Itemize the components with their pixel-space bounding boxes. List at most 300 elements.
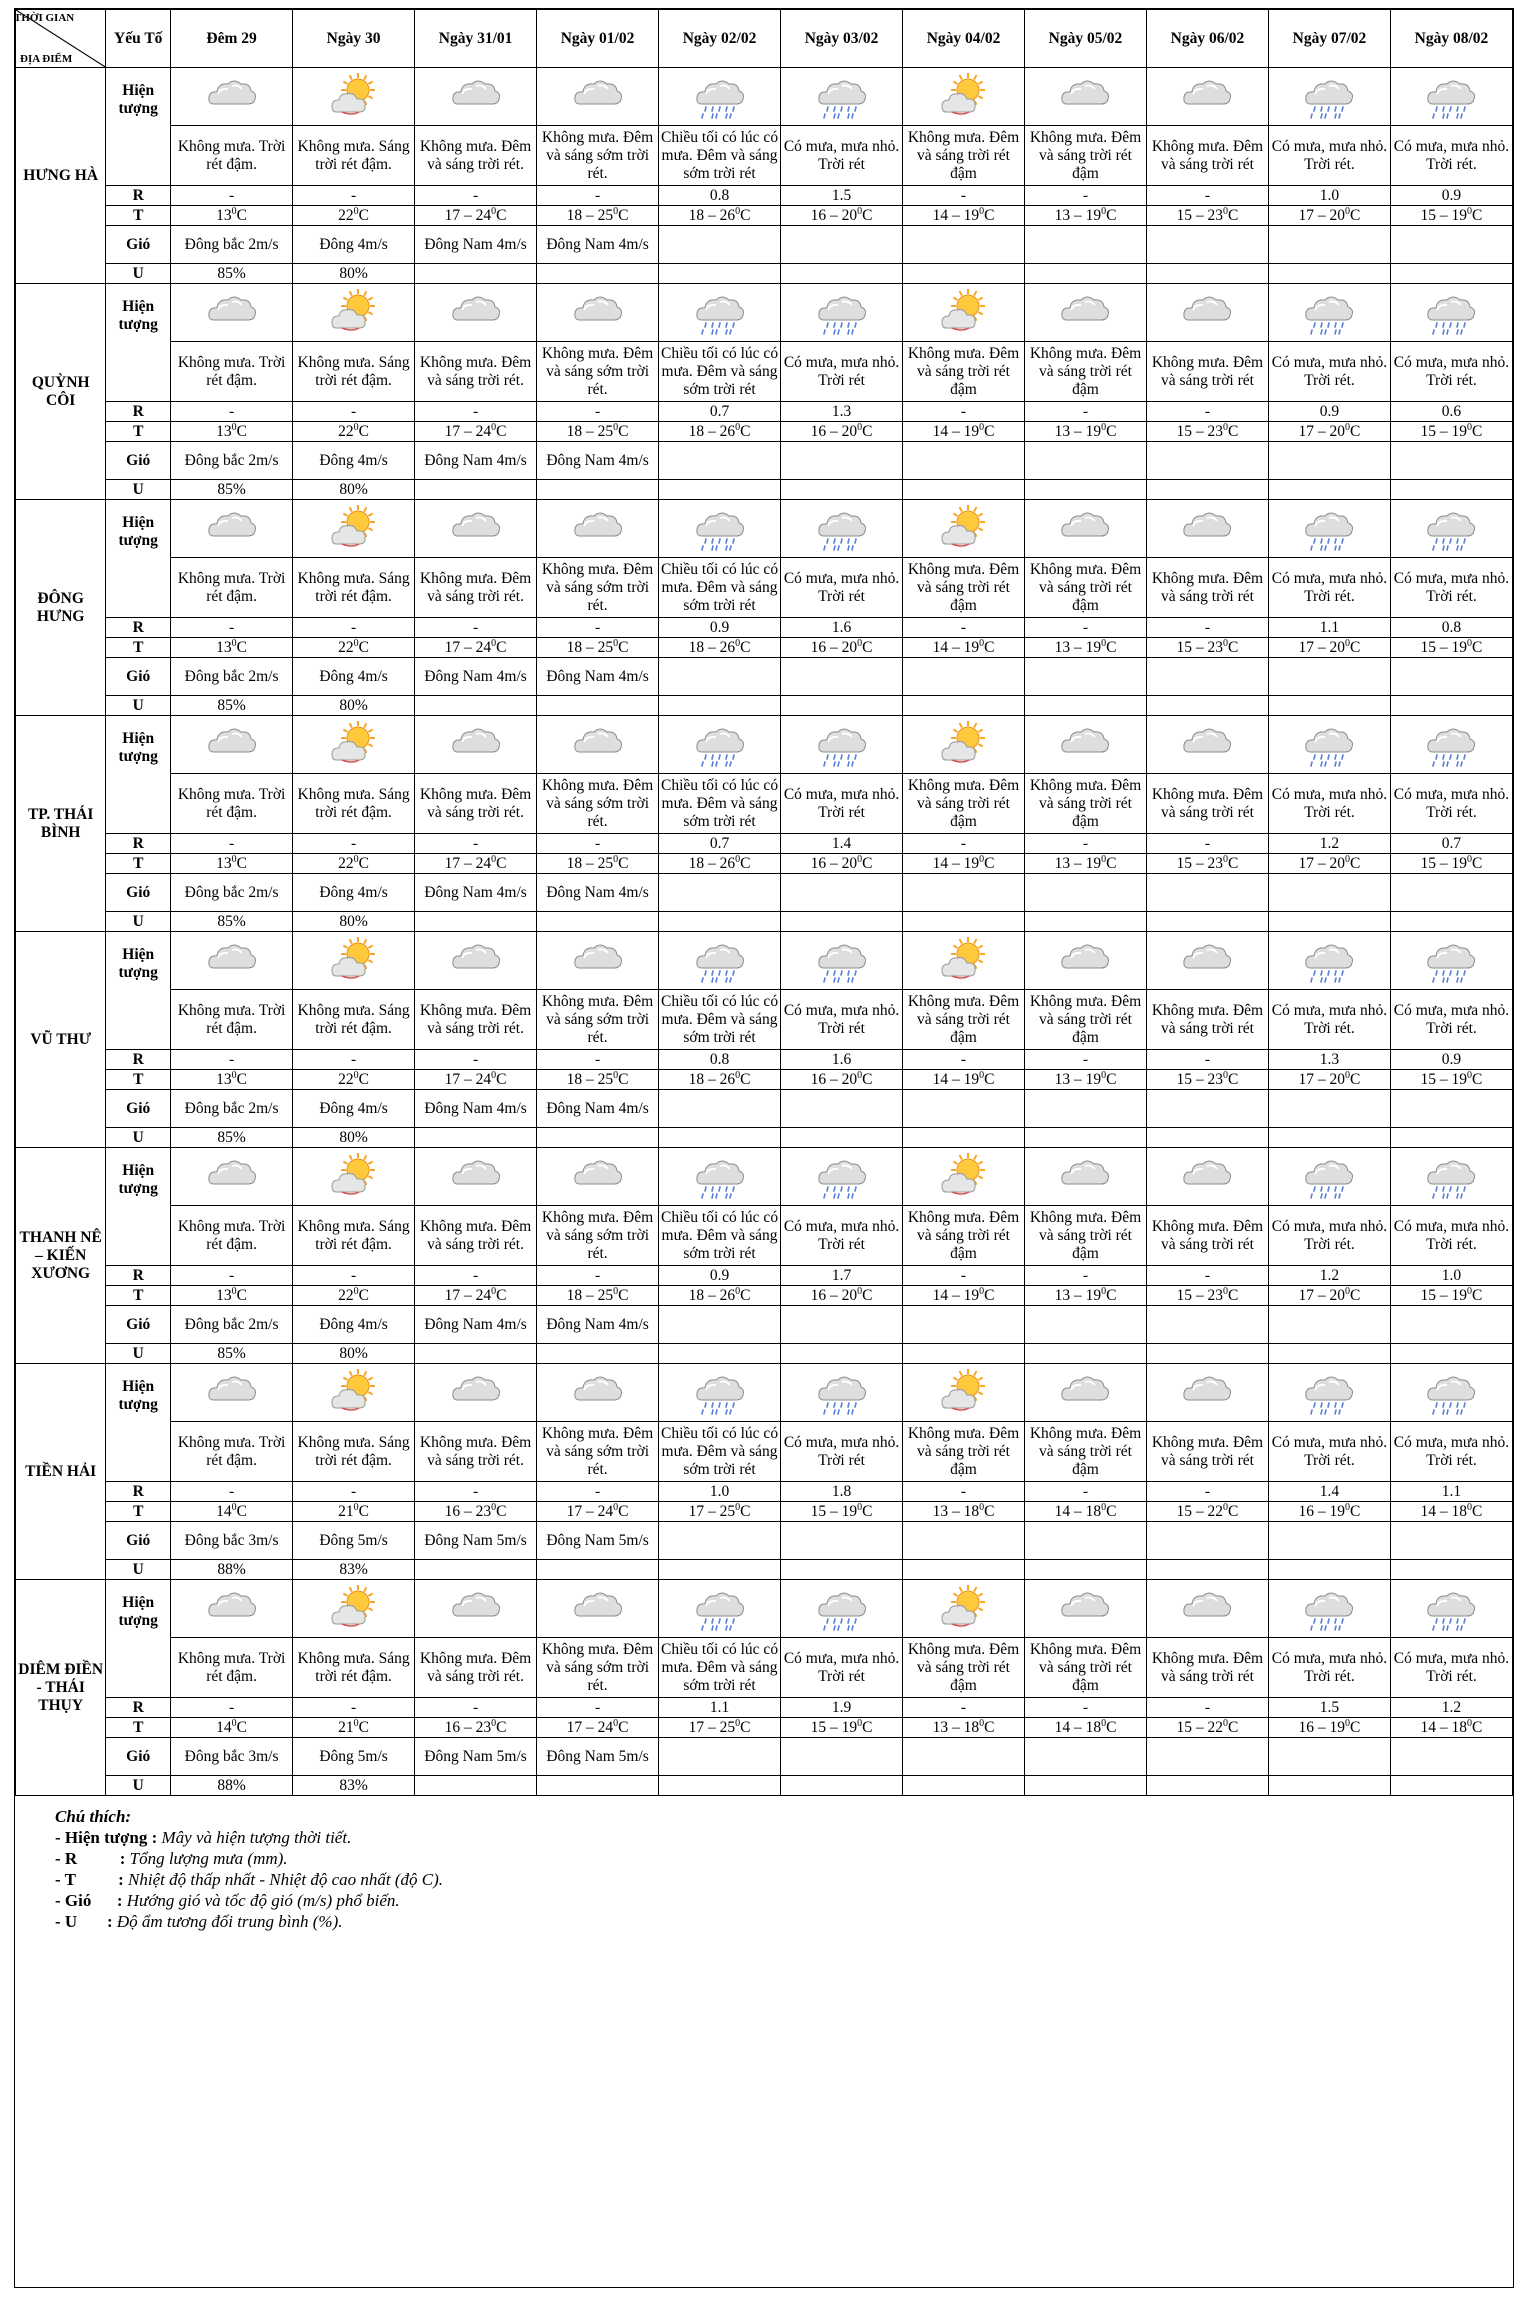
temperature-range: 14 – 18 <box>1420 1502 1468 1520</box>
temperature-range: 15 – 19 <box>810 1718 858 1736</box>
rain-cloud-icon <box>816 288 868 338</box>
phenomenon-text-row <box>16 342 1513 402</box>
sun-cloud-icon <box>938 288 990 338</box>
temperature-unit: C <box>740 1286 751 1304</box>
empty-cell <box>1268 1306 1390 1344</box>
phenomenon-text: Không mưa. Đêm và sáng trời rét đậm <box>903 774 1025 834</box>
temperature-unit: C <box>236 1502 248 1520</box>
row-label-u: U <box>106 912 171 932</box>
cloud-icon <box>572 720 624 770</box>
rain-value: - <box>903 1698 1025 1718</box>
phenomenon-text: Không mưa. Sáng trời rét đậm. <box>293 774 415 834</box>
sun-cloud-icon <box>938 1368 990 1418</box>
temperature-value <box>415 206 537 226</box>
rain-value: - <box>415 1698 537 1718</box>
location-name: ĐÔNG HƯNG <box>16 500 106 716</box>
temperature-unit: C <box>1106 206 1117 224</box>
cloud-icon <box>572 1368 624 1418</box>
humidity-row <box>16 1128 1513 1148</box>
rain-value: - <box>171 186 293 206</box>
degree-mark: 0 <box>979 853 985 865</box>
phenomenon-text: Có mưa, mưa nhỏ. Trời rét. <box>1390 1206 1512 1266</box>
temperature-value <box>1268 422 1390 442</box>
weather-icon-cell <box>293 1364 415 1422</box>
rain-cloud-icon <box>694 288 746 338</box>
phenomenon-text-row <box>16 990 1513 1050</box>
rain-cloud-icon <box>694 1152 746 1202</box>
rain-value: - <box>171 402 293 422</box>
row-label-t: T <box>106 422 171 442</box>
rain-cloud-icon <box>816 1152 868 1202</box>
phenomenon-text: Không mưa. Đêm và sáng trời rét đậm <box>903 1422 1025 1482</box>
temperature-range: 13 – 19 <box>1054 854 1102 872</box>
temperature-unit: C <box>1472 854 1483 872</box>
empty-cell <box>1268 696 1390 716</box>
temperature-value <box>781 1070 903 1090</box>
temperature-row <box>16 854 1513 874</box>
weather-icon-cell <box>659 932 781 990</box>
rain-cloud-icon <box>1425 720 1477 770</box>
temperature-value <box>1390 1502 1512 1522</box>
empty-cell <box>781 696 903 716</box>
temperature-row <box>16 422 1513 442</box>
weather-icon-cell <box>1268 284 1390 342</box>
wind-row <box>16 658 1513 696</box>
degree-mark: 0 <box>231 853 237 865</box>
weather-icon-cell <box>415 932 537 990</box>
degree-mark: 0 <box>979 1069 985 1081</box>
temperature-unit: C <box>1472 1502 1483 1520</box>
phenomenon-text: Có mưa, mưa nhỏ. Trời rét <box>781 1422 903 1482</box>
temperature-range: 14 – 19 <box>932 638 980 656</box>
temperature-range: 14 – 18 <box>1054 1502 1102 1520</box>
degree-mark: 0 <box>1467 637 1473 649</box>
degree-mark: 0 <box>979 1717 985 1729</box>
rain-value: 0.7 <box>659 402 781 422</box>
temperature-unit: C <box>496 1286 507 1304</box>
temperature-range: 13 <box>216 854 232 872</box>
wind-value: Đông Nam 4m/s <box>415 442 537 480</box>
degree-mark: 0 <box>857 1069 863 1081</box>
temperature-value <box>1268 1502 1390 1522</box>
wind-row <box>16 442 1513 480</box>
rain-value: - <box>293 1698 415 1718</box>
phenomenon-text: Không mưa. Đêm và sáng trời rét <box>1146 558 1268 618</box>
degree-mark: 0 <box>1223 1069 1229 1081</box>
weather-icon-cell <box>1390 68 1512 126</box>
temperature-value <box>1146 1286 1268 1306</box>
temperature-range: 13 – 18 <box>932 1718 980 1736</box>
temperature-row <box>16 638 1513 658</box>
temperature-unit: C <box>862 1502 873 1520</box>
phenomenon-text: Có mưa, mưa nhỏ. Trời rét <box>781 1206 903 1266</box>
weather-icon-cell <box>1025 500 1147 558</box>
temperature-value <box>537 1070 659 1090</box>
temperature-unit: C <box>358 1718 369 1736</box>
empty-cell <box>659 912 781 932</box>
row-label-gio: Gió <box>106 1522 171 1560</box>
temperature-unit: C <box>984 206 995 224</box>
temperature-value <box>171 1070 293 1090</box>
wind-value: Đông 5m/s <box>293 1522 415 1560</box>
temperature-value <box>1268 1718 1390 1738</box>
temperature-range: 18 – 26 <box>688 638 736 656</box>
wind-value: Đông Nam 4m/s <box>537 442 659 480</box>
temperature-unit: C <box>1472 206 1483 224</box>
empty-cell <box>903 912 1025 932</box>
temperature-value <box>781 1502 903 1522</box>
weather-icon-cell <box>171 932 293 990</box>
location-name: HƯNG HÀ <box>16 68 106 284</box>
temperature-value <box>171 422 293 442</box>
temperature-range: 22 <box>338 422 354 440</box>
temperature-unit: C <box>1106 1718 1117 1736</box>
empty-cell <box>537 264 659 284</box>
rain-cloud-icon <box>1425 1152 1477 1202</box>
weather-icon-cell <box>1146 284 1268 342</box>
phenomenon-text: Không mưa. Đêm và sáng trời rét <box>1146 342 1268 402</box>
column-header: Ngày 04/02 <box>903 10 1025 68</box>
temperature-range: 14 <box>216 1502 232 1520</box>
cloud-icon <box>450 72 502 122</box>
temperature-unit: C <box>358 422 369 440</box>
degree-mark: 0 <box>1467 1069 1473 1081</box>
row-label-hien-tuong: Hiện tượng <box>106 1148 171 1266</box>
degree-mark: 0 <box>1345 1717 1351 1729</box>
temperature-unit: C <box>496 854 507 872</box>
wind-value: Đông 4m/s <box>293 1090 415 1128</box>
rain-cloud-icon <box>1303 504 1355 554</box>
temperature-value <box>781 422 903 442</box>
weather-icon-cell <box>537 716 659 774</box>
weather-icon-cell <box>659 716 781 774</box>
empty-cell <box>1025 1128 1147 1148</box>
weather-icon-cell <box>171 1580 293 1638</box>
empty-cell <box>1146 442 1268 480</box>
phenomenon-text-row <box>16 126 1513 186</box>
phenomenon-text: Có mưa, mưa nhỏ. Trời rét. <box>1268 126 1390 186</box>
temperature-range: 16 – 20 <box>810 638 858 656</box>
cloud-icon <box>206 72 258 122</box>
degree-mark: 0 <box>1101 853 1107 865</box>
phenomenon-text: Không mưa. Sáng trời rét đậm. <box>293 990 415 1050</box>
weather-icon-cell <box>659 284 781 342</box>
degree-mark: 0 <box>979 637 985 649</box>
temperature-unit: C <box>236 1718 248 1736</box>
temperature-value <box>293 422 415 442</box>
temperature-value <box>1390 1286 1512 1306</box>
cloud-icon <box>1059 1584 1111 1634</box>
rain-value: - <box>1146 186 1268 206</box>
temperature-value <box>1146 206 1268 226</box>
temperature-unit: C <box>862 422 873 440</box>
rain-cloud-icon <box>1425 1368 1477 1418</box>
temperature-unit: C <box>740 206 751 224</box>
degree-mark: 0 <box>1223 637 1229 649</box>
rain-value: - <box>537 618 659 638</box>
weather-icon-cell <box>293 932 415 990</box>
temperature-unit: C <box>496 1718 507 1736</box>
phenomenon-text: Không mưa. Đêm và sáng sớm trời rét. <box>537 990 659 1050</box>
wind-value: Đông Nam 4m/s <box>537 226 659 264</box>
rain-value: - <box>903 1482 1025 1502</box>
rain-value: - <box>1025 834 1147 854</box>
empty-cell <box>415 1776 537 1796</box>
rain-cloud-icon <box>1425 72 1477 122</box>
temperature-value <box>293 206 415 226</box>
empty-cell <box>1025 1306 1147 1344</box>
temperature-value <box>1025 422 1147 442</box>
rain-row <box>16 1266 1513 1286</box>
empty-cell <box>1146 1776 1268 1796</box>
cloud-icon <box>1181 72 1233 122</box>
temperature-range: 16 – 20 <box>810 1286 858 1304</box>
empty-cell <box>537 912 659 932</box>
temperature-unit: C <box>1350 422 1361 440</box>
temperature-range: 13 – 19 <box>1054 638 1102 656</box>
rain-value: 1.0 <box>659 1482 781 1502</box>
temperature-unit: C <box>1228 206 1239 224</box>
temperature-value <box>1390 1070 1512 1090</box>
phenomenon-text: Chiều tối có lúc có mưa. Đêm và sáng sớm trời rét <box>659 1422 781 1482</box>
rain-value: - <box>415 1266 537 1286</box>
temperature-value <box>1025 206 1147 226</box>
degree-mark: 0 <box>1345 1069 1351 1081</box>
temperature-value <box>659 1286 781 1306</box>
degree-mark: 0 <box>613 853 619 865</box>
temperature-value <box>171 1286 293 1306</box>
weather-icon-cell <box>903 284 1025 342</box>
cloud-icon <box>1181 1584 1233 1634</box>
empty-cell <box>1146 480 1268 500</box>
legend-item <box>55 1827 1513 1848</box>
phenomenon-text: Không mưa. Đêm và sáng trời rét đậm <box>1025 1422 1147 1482</box>
rain-value: 0.8 <box>1390 618 1512 638</box>
rain-value: 0.9 <box>1390 1050 1512 1070</box>
row-label-hien-tuong: Hiện tượng <box>106 716 171 834</box>
temperature-unit: C <box>1228 1286 1239 1304</box>
empty-cell <box>415 480 537 500</box>
temperature-row <box>16 1718 1513 1738</box>
temperature-value <box>659 638 781 658</box>
empty-cell <box>903 874 1025 912</box>
temperature-value <box>1025 1502 1147 1522</box>
temperature-unit: C <box>618 1286 629 1304</box>
phenomenon-text: Có mưa, mưa nhỏ. Trời rét. <box>1268 1206 1390 1266</box>
degree-mark: 0 <box>1223 205 1229 217</box>
degree-mark: 0 <box>491 1069 497 1081</box>
humidity-row <box>16 912 1513 932</box>
rain-value: - <box>171 618 293 638</box>
degree-mark: 0 <box>613 1285 619 1297</box>
temperature-unit: C <box>1472 422 1483 440</box>
temperature-range: 16 – 20 <box>810 206 858 224</box>
empty-cell <box>903 264 1025 284</box>
temperature-range: 18 – 26 <box>688 206 736 224</box>
phenomenon-text: Không mưa. Đêm và sáng trời rét. <box>415 1638 537 1698</box>
degree-mark: 0 <box>857 637 863 649</box>
temperature-range: 17 – 24 <box>444 1070 492 1088</box>
phenomenon-text: Không mưa. Đêm và sáng trời rét đậm <box>1025 126 1147 186</box>
column-header: Ngày 03/02 <box>781 10 903 68</box>
rain-cloud-icon <box>816 936 868 986</box>
degree-mark: 0 <box>1223 1717 1229 1729</box>
cloud-icon <box>1181 504 1233 554</box>
weather-icon-cell <box>1025 1364 1147 1422</box>
degree-mark: 0 <box>1101 1717 1107 1729</box>
empty-cell <box>781 1522 903 1560</box>
rain-value: - <box>415 186 537 206</box>
cloud-icon <box>450 720 502 770</box>
cloud-icon <box>206 504 258 554</box>
humidity-row <box>16 1776 1513 1796</box>
temperature-row <box>16 1286 1513 1306</box>
weather-icon-cell <box>171 1148 293 1206</box>
rain-value: - <box>1146 402 1268 422</box>
empty-cell <box>1390 226 1512 264</box>
temperature-range: 18 – 25 <box>566 1286 614 1304</box>
weather-icon-cell <box>1268 500 1390 558</box>
temperature-range: 18 – 25 <box>566 422 614 440</box>
rain-value: - <box>293 402 415 422</box>
rain-value: - <box>293 834 415 854</box>
temperature-value <box>903 638 1025 658</box>
phenomenon-text: Không mưa. Đêm và sáng trời rét đậm <box>1025 774 1147 834</box>
rain-value: - <box>537 1050 659 1070</box>
empty-cell <box>903 1344 1025 1364</box>
temperature-range: 15 – 23 <box>1176 854 1224 872</box>
temperature-value <box>781 854 903 874</box>
cloud-icon <box>1181 936 1233 986</box>
rain-value: - <box>1146 1698 1268 1718</box>
rain-value: - <box>1146 1050 1268 1070</box>
temperature-unit: C <box>358 1070 369 1088</box>
rain-row <box>16 1698 1513 1718</box>
temperature-unit: C <box>984 1502 995 1520</box>
empty-cell <box>415 264 537 284</box>
degree-mark: 0 <box>1223 421 1229 433</box>
phenomenon-icon-row <box>16 500 1513 558</box>
weather-icon-cell <box>1390 932 1512 990</box>
temperature-range: 17 – 20 <box>1298 422 1346 440</box>
phenomenon-text: Không mưa. Đêm và sáng sớm trời rét. <box>537 558 659 618</box>
row-label-r: R <box>106 618 171 638</box>
empty-cell <box>903 1738 1025 1776</box>
wind-row <box>16 1522 1513 1560</box>
weather-icon-cell <box>1146 1580 1268 1638</box>
temperature-range: 15 – 22 <box>1176 1718 1224 1736</box>
empty-cell <box>659 1306 781 1344</box>
phenomenon-text: Không mưa. Trời rét đậm. <box>171 774 293 834</box>
phenomenon-text: Không mưa. Đêm và sáng trời rét. <box>415 342 537 402</box>
rain-row <box>16 1482 1513 1502</box>
weather-icon-cell <box>1268 68 1390 126</box>
temperature-range: 17 – 24 <box>444 206 492 224</box>
humidity-value: 85% <box>171 912 293 932</box>
row-label-hien-tuong: Hiện tượng <box>106 68 171 186</box>
phenomenon-text: Có mưa, mưa nhỏ. Trời rét. <box>1390 774 1512 834</box>
temperature-value <box>293 1718 415 1738</box>
temperature-value <box>903 1718 1025 1738</box>
sun-cloud-icon <box>328 1368 380 1418</box>
temperature-range: 16 – 19 <box>1298 1718 1346 1736</box>
rain-value: 1.1 <box>659 1698 781 1718</box>
weather-icon-cell <box>1025 932 1147 990</box>
rain-cloud-icon <box>1303 72 1355 122</box>
cloud-icon <box>1059 504 1111 554</box>
temperature-value <box>415 1286 537 1306</box>
humidity-row <box>16 1344 1513 1364</box>
weather-icon-cell <box>1146 932 1268 990</box>
phenomenon-text: Không mưa. Trời rét đậm. <box>171 1206 293 1266</box>
cloud-icon <box>572 1152 624 1202</box>
temperature-value <box>171 638 293 658</box>
cloud-icon <box>1181 288 1233 338</box>
wind-value: Đông Nam 4m/s <box>537 658 659 696</box>
empty-cell <box>903 442 1025 480</box>
wind-value: Đông Nam 4m/s <box>415 874 537 912</box>
degree-mark: 0 <box>735 1717 741 1729</box>
temperature-value <box>1268 1286 1390 1306</box>
degree-mark: 0 <box>353 205 359 217</box>
weather-icon-cell <box>537 284 659 342</box>
phenomenon-text-row <box>16 1422 1513 1482</box>
temperature-unit: C <box>1350 1070 1361 1088</box>
temperature-range: 16 – 23 <box>444 1718 492 1736</box>
empty-cell <box>537 696 659 716</box>
temperature-value <box>1025 1286 1147 1306</box>
degree-mark: 0 <box>491 853 497 865</box>
rain-cloud-icon <box>694 720 746 770</box>
wind-value: Đông Nam 4m/s <box>537 1090 659 1128</box>
temperature-unit: C <box>1106 638 1117 656</box>
wind-value: Đông Nam 4m/s <box>415 226 537 264</box>
legend-item <box>55 1848 1513 1869</box>
phenomenon-text: Có mưa, mưa nhỏ. Trời rét. <box>1268 1638 1390 1698</box>
wind-value: Đông Nam 4m/s <box>537 1306 659 1344</box>
rain-value: 1.4 <box>781 834 903 854</box>
temperature-value <box>415 1502 537 1522</box>
temperature-range: 18 – 26 <box>688 1070 736 1088</box>
phenomenon-text: Không mưa. Đêm và sáng trời rét đậm <box>903 342 1025 402</box>
temperature-unit: C <box>496 206 507 224</box>
rain-value: - <box>415 402 537 422</box>
phenomenon-text: Có mưa, mưa nhỏ. Trời rét. <box>1390 558 1512 618</box>
phenomenon-text: Không mưa. Đêm và sáng sớm trời rét. <box>537 126 659 186</box>
temperature-unit: C <box>1350 638 1361 656</box>
forecast-table <box>15 9 1513 1796</box>
cloud-icon <box>450 936 502 986</box>
rain-value: - <box>1146 1482 1268 1502</box>
degree-mark: 0 <box>231 1285 237 1297</box>
temperature-range: 13 – 18 <box>932 1502 980 1520</box>
phenomenon-text: Chiều tối có lúc có mưa. Đêm và sáng sớm trời rét <box>659 1206 781 1266</box>
rain-value: - <box>1146 834 1268 854</box>
degree-mark: 0 <box>1223 1285 1229 1297</box>
cloud-icon <box>572 936 624 986</box>
phenomenon-text-row <box>16 1206 1513 1266</box>
rain-value: - <box>537 402 659 422</box>
phenomenon-text: Không mưa. Đêm và sáng trời rét. <box>415 774 537 834</box>
rain-value: - <box>903 186 1025 206</box>
rain-value: - <box>1025 1698 1147 1718</box>
row-label-t: T <box>106 1070 171 1090</box>
temperature-value <box>903 422 1025 442</box>
degree-mark: 0 <box>857 205 863 217</box>
temperature-range: 13 <box>216 206 232 224</box>
temperature-unit: C <box>1228 638 1239 656</box>
temperature-range: 18 – 26 <box>688 854 736 872</box>
